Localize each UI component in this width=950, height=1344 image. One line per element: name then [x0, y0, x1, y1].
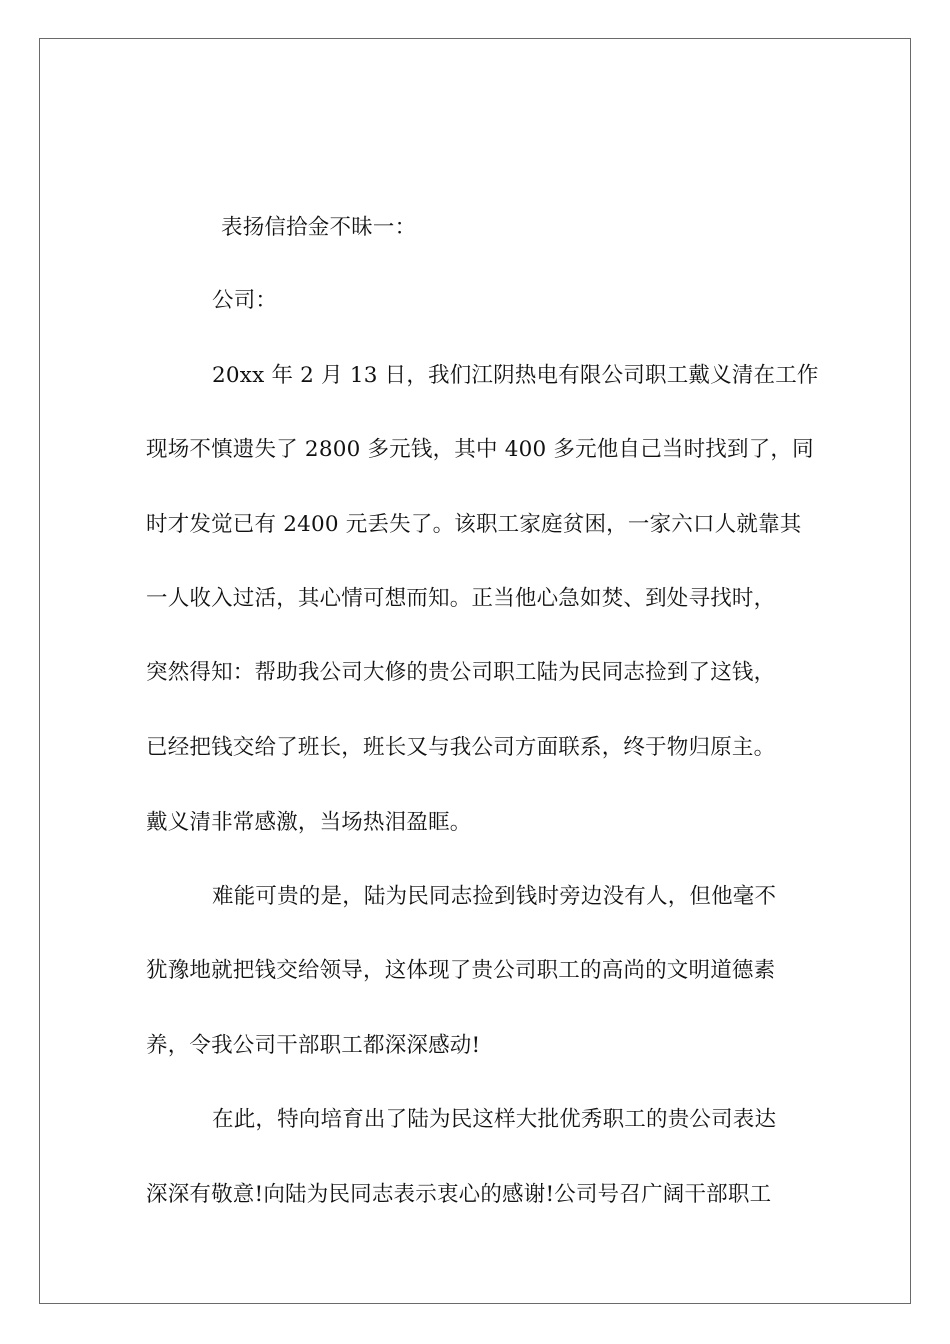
body-line-11: 在此，特向培育出了陆为民这样大批优秀职工的贵公司表达 [212, 1107, 777, 1132]
body-line-9: 犹豫地就把钱交给领导，这体现了贵公司职工的高尚的文明道德素 [146, 958, 776, 983]
salutation: 公司： [212, 288, 278, 313]
body-line-3: 时才发觉已有 2400 元丢失了。该职工家庭贫困，一家六口人就靠其 [146, 512, 802, 537]
body-line-4: 一人收入过活，其心情可想而知。正当他心急如焚、到处寻找时， [146, 586, 776, 611]
body-line-1: 20xx 年 2 月 13 日，我们江阴热电有限公司职工戴义清在工作 [212, 363, 819, 388]
body-line-12: 深深有敬意!向陆为民同志表示衷心的感谢!公司号召广阔干部职工 [146, 1182, 772, 1207]
body-line-7: 戴义清非常感激，当场热泪盈眶。 [146, 810, 472, 835]
body-line-2: 现场不慎遗失了 2800 多元钱，其中 400 多元他自己当时找到了，同 [146, 437, 814, 462]
document-title: 表扬信拾金不昧一： [221, 215, 417, 240]
body-line-8: 难能可贵的是，陆为民同志捡到钱时旁边没有人，但他毫不 [212, 884, 777, 909]
body-line-6: 已经把钱交给了班长，班长又与我公司方面联系，终于物归原主。 [146, 735, 776, 760]
body-line-5: 突然得知：帮助我公司大修的贵公司职工陆为民同志捡到了这钱， [146, 660, 776, 685]
body-line-10: 养，令我公司干部职工都深深感动! [146, 1033, 481, 1058]
